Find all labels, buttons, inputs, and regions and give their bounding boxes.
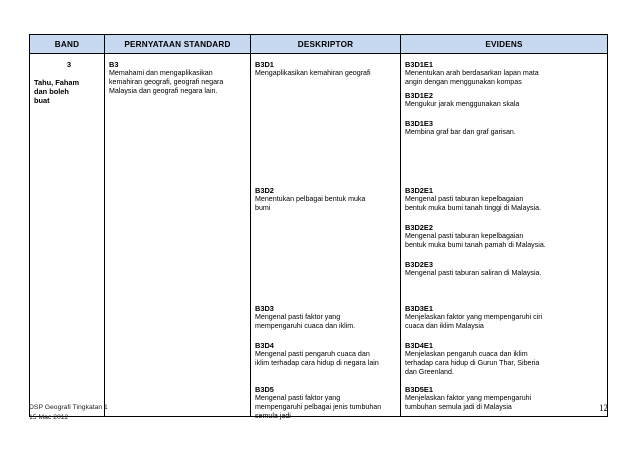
evidens-code: B3D2E3 (405, 260, 433, 269)
evidens-line: Mengukur jarak menggunakan skala (405, 100, 520, 108)
evidens-line: terhadap cara hidup di Gurun Thar, Siberia (405, 359, 540, 367)
evidens-line: Menjelaskan faktor yang mempengaruhi ciri (405, 313, 543, 321)
evidens-item (401, 113, 607, 137)
evidens-code: B3D1E2 (405, 91, 433, 100)
evidens-item (401, 254, 607, 278)
band-description (34, 78, 104, 105)
band-number: 3 (66, 60, 72, 69)
deskriptor-code: B3D4 (255, 341, 274, 350)
evidens-line: cuaca dan iklim Malaysia (405, 322, 484, 330)
evidens-line: Menentukan arah berdasarkan lapan mata (405, 69, 539, 77)
evidens-code: B3D1E1 (405, 60, 433, 69)
evidens-cell (401, 54, 608, 417)
footer (29, 403, 108, 423)
deskriptor-line: iklim terhadap cara hidup di negara lain (255, 359, 379, 367)
deskriptor-item (251, 335, 400, 368)
evidens-line: angin dengan menggunakan kompas (405, 78, 522, 86)
deskriptor-cell (251, 54, 401, 420)
deskriptor-line: Mengenal pasti faktor yang (255, 313, 341, 321)
deskriptor-item (251, 298, 400, 331)
table-header-row (30, 35, 608, 54)
evidens-line: bentuk muka bumi tanah pamah di Malaysia. (405, 241, 546, 249)
evidens-item (401, 180, 607, 213)
deskriptor-line: Menentukan pelbagai bentuk muka (255, 195, 366, 203)
evidens-code: B3D2E2 (405, 223, 433, 232)
footer-doc-title: DSP Geografi Tingkatan 1 (29, 404, 108, 411)
evidens-line: dan Greenland. (405, 368, 454, 376)
header-standard: PERNYATAAN STANDARD (105, 35, 251, 54)
deskriptor-item (251, 54, 400, 78)
evidens-item (401, 298, 607, 331)
evidens-line: Menjelaskan faktor yang mempengaruhi (405, 394, 532, 402)
deskriptor-code: B3D5 (255, 385, 274, 394)
deskriptor-code: B3D3 (255, 304, 274, 313)
evidens-line: Menjelaskan pengaruh cuaca dan iklim (405, 350, 528, 358)
evidens-item (401, 85, 607, 109)
evidens-line: Mengenal pasti taburan saliran di Malaysia. (405, 269, 542, 277)
deskriptor-line: Mengenal pasti faktor yang (255, 394, 341, 402)
deskriptor-code: B3D1 (255, 60, 274, 69)
evidens-code: B3D4E1 (405, 341, 433, 350)
deskriptor-code: B3D2 (255, 186, 274, 195)
evidens-code: B3D1E3 (405, 119, 433, 128)
standard-line: Malaysia dan geografi negara lain. (109, 87, 218, 95)
evidens-code: B3D3E1 (405, 304, 433, 313)
deskriptor-item (251, 180, 400, 213)
table-row (30, 54, 608, 417)
deskriptor-line: Mengenal pasti pengaruh cuaca dan (255, 350, 370, 358)
evidens-line: bentuk muka bumi tanah tinggi di Malaysia. (405, 204, 542, 212)
band-desc-line: buat (34, 96, 50, 105)
deskriptor-line: semula jadi (255, 412, 291, 420)
header-band: BAND (30, 35, 105, 54)
band-cell (30, 54, 105, 417)
header-deskriptor: DESKRIPTOR (251, 35, 401, 54)
evidens-line: Mengenal pasti taburan kepelbagaian (405, 232, 524, 240)
band-desc-line: Tahu, Faham (34, 78, 80, 87)
footer-date: 15 Mac 2012 (29, 414, 69, 421)
evidens-item (401, 217, 607, 250)
deskriptor-line: mempengaruhi pelbagai jenis tumbuhan (255, 403, 382, 411)
evidens-line: Membina graf bar dan graf garisan. (405, 128, 516, 136)
deskriptor-item (251, 379, 400, 421)
band-desc-line: dan boleh (34, 87, 69, 96)
standard-code: B3 (109, 60, 119, 69)
page-number: 12 (599, 403, 608, 413)
standard-line: Memahami dan mengaplikasikan (109, 69, 213, 77)
evidens-code: B3D5E1 (405, 385, 433, 394)
standard-line: kemahiran geografi, geografi negara (109, 78, 224, 86)
evidens-line: Mengenal pasti taburan kepelbagaian (405, 195, 524, 203)
evidens-item (401, 379, 607, 412)
header-evidens: EVIDENS (401, 35, 608, 54)
standard-cell (105, 54, 251, 417)
evidens-item (401, 335, 607, 377)
deskriptor-line: Mengaplikasikan kemahiran geografi (255, 69, 371, 77)
deskriptor-line: bumi (255, 204, 271, 212)
evidens-item (401, 54, 607, 87)
deskriptor-line: mempengaruhi cuaca dan iklim. (255, 322, 356, 330)
evidens-code: B3D2E1 (405, 186, 433, 195)
evidens-line: tumbuhan semula jadi di Malaysia (405, 403, 512, 411)
